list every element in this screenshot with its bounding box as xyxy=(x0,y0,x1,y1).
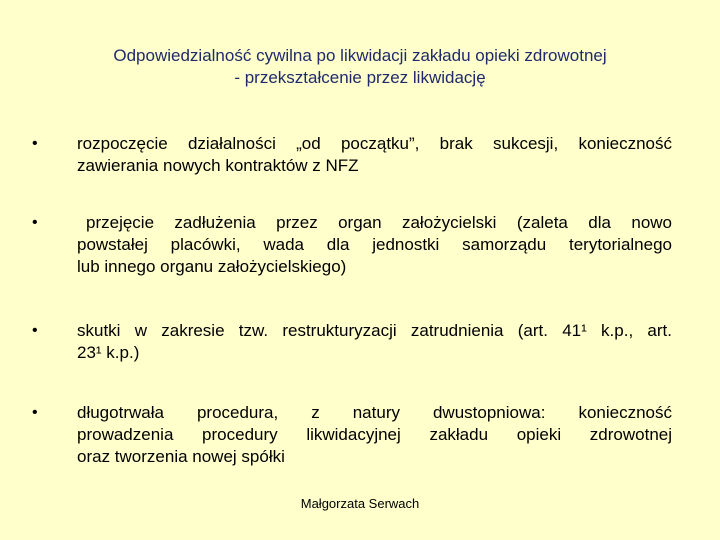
bullet-marker: • xyxy=(32,322,38,339)
bullet-line: 23¹ k.p.) xyxy=(77,343,140,362)
slide-footer-author: Małgorzata Serwach xyxy=(300,496,420,511)
bullet-marker: • xyxy=(32,135,38,152)
bullet-line: powstałej placówki, wada dla jednostki samorządu terytorialnego xyxy=(77,235,672,254)
bullet-line: skutki w zakresie tzw. restrukturyzacji zatrudnienia (art. 41¹ k.p., art. xyxy=(77,321,672,340)
bullet-line: długotrwała procedura, z natury dwustopniowa: konieczność xyxy=(77,403,672,422)
slide-title-line-2: - przekształcenie przez likwidację xyxy=(234,68,486,87)
bullet-marker: • xyxy=(32,214,38,231)
bullet-line: przejęcie zadłużenia przez organ założycielski (zaleta dla nowo xyxy=(86,213,672,232)
bullet-line: oraz tworzenia nowej spółki xyxy=(77,447,285,466)
bullet-marker: • xyxy=(32,404,38,421)
bullet-text xyxy=(77,320,672,364)
bullet-text xyxy=(77,212,672,278)
bullet-line: rozpoczęcie działalności „od początku”, brak sukcesji, konieczność xyxy=(77,134,672,153)
bullet-text xyxy=(77,402,672,468)
bullet-line: lub innego organu założycielskiego) xyxy=(77,257,347,276)
slide-title-line-1: Odpowiedzialność cywilna po likwidacji zakładu opieki zdrowotnej xyxy=(113,46,607,65)
bullet-text xyxy=(77,133,672,177)
bullet-line: prowadzenia procedury likwidacyjnej zakładu opieki zdrowotnej xyxy=(77,425,672,444)
bullet-line: zawierania nowych kontraktów z NFZ xyxy=(77,156,359,175)
